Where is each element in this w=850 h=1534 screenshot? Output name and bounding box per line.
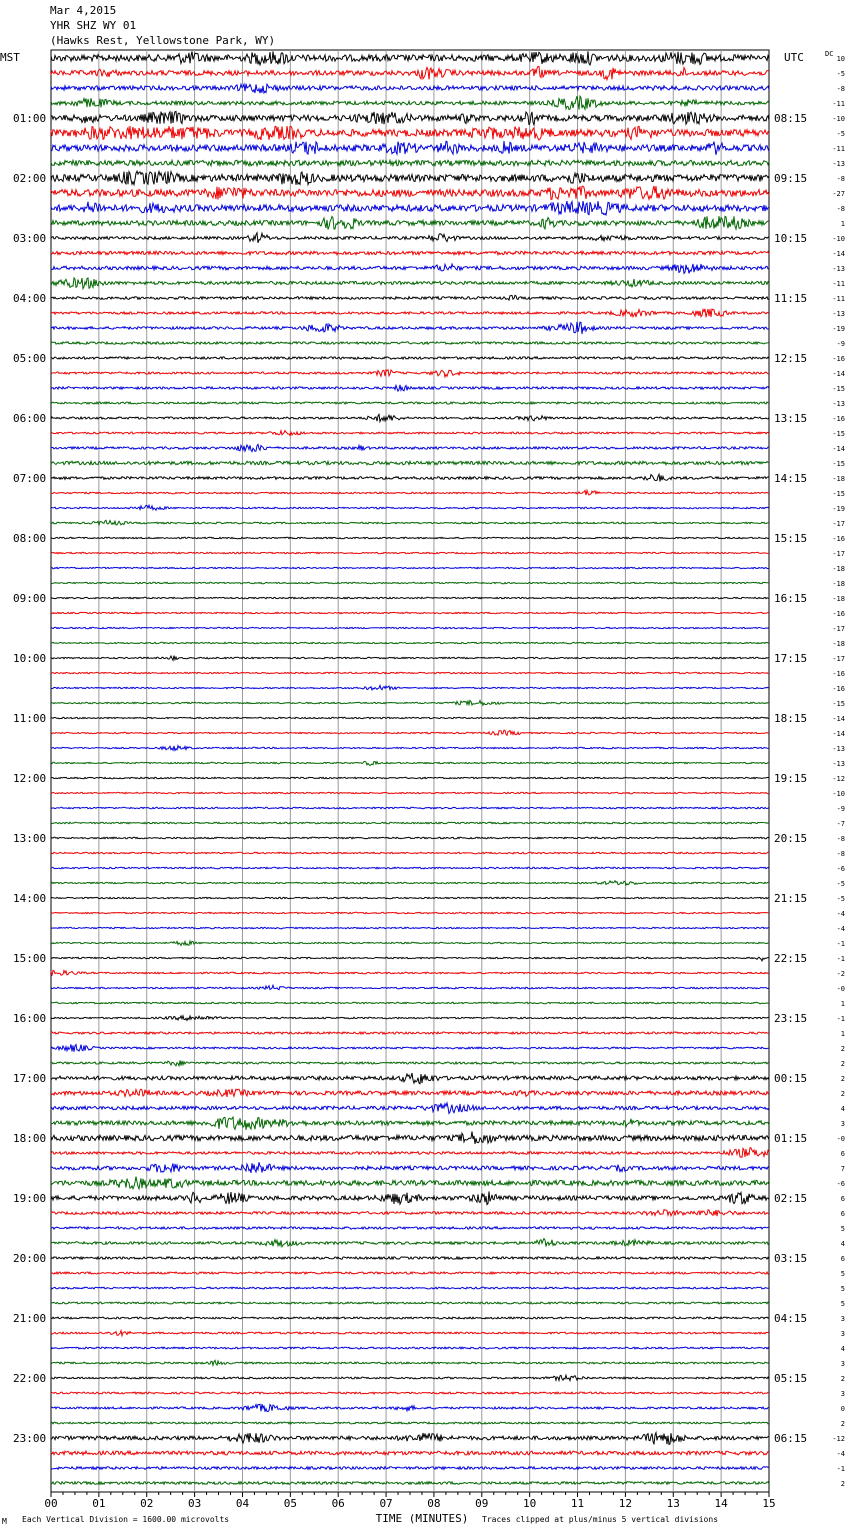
seismic-trace — [51, 897, 769, 898]
seismic-trace — [51, 1272, 769, 1274]
seismic-trace — [51, 970, 769, 975]
seismic-trace — [51, 84, 769, 93]
dc-offset-label: 2 — [840, 1060, 845, 1068]
seismic-trace — [51, 1375, 769, 1380]
dc-offset-label: 0 — [840, 1405, 845, 1413]
dc-offset-label: -16 — [832, 670, 845, 678]
seismic-trace — [51, 1433, 769, 1445]
x-tick-label: 13 — [666, 1497, 680, 1510]
dc-offset-label: -9 — [836, 805, 845, 813]
dc-offset-label: 6 — [840, 1210, 845, 1218]
seismic-trace — [51, 160, 769, 165]
seismic-trace — [51, 1016, 769, 1021]
utc-hour-label: 22:15 — [774, 952, 808, 965]
station-code: YHR SHZ WY 01 — [50, 19, 137, 32]
seismic-trace — [51, 251, 769, 255]
dc-offset-label: 7 — [840, 1165, 845, 1173]
dc-offset-label: -8 — [836, 835, 845, 843]
seismic-trace — [51, 837, 769, 839]
dc-offset-label: -8 — [836, 85, 845, 93]
seismic-trace — [51, 1422, 769, 1424]
utc-hour-label: 01:15 — [774, 1132, 808, 1145]
seismic-trace — [51, 1032, 769, 1034]
seismic-trace — [51, 912, 769, 913]
dc-offset-label: 2 — [840, 1045, 845, 1053]
mst-hour-label: 18:00 — [13, 1132, 47, 1145]
dc-offset-label: -14 — [832, 370, 845, 378]
mst-hour-label: 20:00 — [13, 1252, 47, 1265]
x-tick-label: 10 — [523, 1497, 537, 1510]
x-tick-label: 08 — [427, 1497, 441, 1510]
dc-offset-label: -1 — [836, 940, 845, 948]
mst-hour-label: 22:00 — [13, 1372, 47, 1385]
dc-offset-label: 2 — [840, 1480, 845, 1488]
seismic-trace — [51, 1347, 769, 1349]
seismic-trace — [51, 985, 769, 989]
seismic-trace — [51, 1239, 769, 1247]
dc-offset-label: -11 — [832, 280, 845, 288]
mst-hour-label: 12:00 — [13, 772, 47, 785]
dc-offset-label: 5 — [840, 1300, 845, 1308]
seismic-trace — [51, 1451, 769, 1455]
seismic-trace — [51, 1002, 769, 1004]
dc-offset-label: -5 — [836, 880, 845, 888]
dc-offset-label: -5 — [836, 130, 845, 138]
dc-offset-label: -16 — [832, 685, 845, 693]
dc-offset-label: -4 — [836, 925, 845, 933]
dc-offset-label: -2 — [836, 970, 845, 978]
seismic-trace — [51, 444, 769, 451]
dc-offset-label: -4 — [836, 910, 845, 918]
seismic-trace — [51, 96, 769, 110]
dc-offset-label: 3 — [840, 1315, 845, 1323]
seismic-trace — [51, 342, 769, 344]
seismic-trace — [51, 612, 769, 613]
dc-offset-label: -10 — [832, 790, 845, 798]
seismic-trace — [51, 322, 769, 334]
mst-hour-label: 16:00 — [13, 1012, 47, 1025]
utc-hour-label: 23:15 — [774, 1012, 808, 1025]
dc-offset-label: 1 — [840, 1000, 845, 1008]
dc-offset-label: -18 — [832, 580, 845, 588]
seismic-trace — [51, 941, 769, 945]
seismic-trace — [51, 1177, 769, 1189]
seismic-trace — [51, 66, 769, 79]
seismic-trace — [51, 1131, 769, 1144]
seismic-trace — [51, 792, 769, 793]
seismic-trace — [51, 186, 769, 200]
dc-offset-label: 6 — [840, 1195, 845, 1203]
dc-offset-label: -13 — [832, 310, 845, 318]
seismic-trace — [51, 656, 769, 661]
dc-offset-label: -16 — [832, 415, 845, 423]
dc-offset-label: -18 — [832, 565, 845, 573]
seismic-trace — [51, 717, 769, 718]
utc-hour-label: 15:15 — [774, 532, 808, 545]
seismic-traces — [51, 51, 769, 1484]
dc-label: DC — [825, 50, 834, 58]
seismic-trace — [51, 402, 769, 404]
dc-offset-label: -17 — [832, 520, 845, 528]
dc-offset-label: 3 — [840, 1120, 845, 1128]
x-tick-label: 03 — [187, 1497, 202, 1510]
dc-offset-label: -11 — [832, 145, 845, 153]
mst-hour-label: 10:00 — [13, 652, 47, 665]
seismic-trace — [51, 1227, 769, 1229]
dc-offset-label: -7 — [836, 820, 845, 828]
seismic-trace — [51, 881, 769, 885]
x-tick-label: 14 — [714, 1497, 728, 1510]
utc-hour-label: 04:15 — [774, 1312, 808, 1325]
seismic-trace — [51, 1331, 769, 1336]
seismic-trace — [51, 111, 769, 125]
seismic-trace — [51, 537, 769, 538]
x-tick-label: 06 — [331, 1497, 345, 1510]
dc-offset-label: 10 — [836, 55, 845, 63]
mst-hour-label: 13:00 — [13, 832, 47, 845]
clip-note: Traces clipped at plus/minus 5 vertical divisions — [482, 1515, 719, 1524]
dc-offset-label: -14 — [832, 445, 845, 453]
dc-offset-label: -10 — [832, 235, 845, 243]
seismic-trace — [51, 627, 769, 628]
utc-axis-title: UTC — [784, 51, 804, 64]
dc-offset-label: -11 — [832, 100, 845, 108]
utc-hour-label: 21:15 — [774, 892, 808, 905]
dc-offset-label: -0 — [836, 985, 845, 993]
utc-hour-label: 05:15 — [774, 1372, 808, 1385]
seismic-trace — [51, 746, 769, 751]
seismic-trace — [51, 370, 769, 377]
dc-offset-label: -13 — [832, 160, 845, 168]
dc-offset-label: -15 — [832, 385, 845, 393]
dc-offset-label: -11 — [832, 295, 845, 303]
seismic-trace — [51, 1117, 769, 1130]
dc-offset-label: -16 — [832, 355, 845, 363]
dc-offset-label: -4 — [836, 1450, 845, 1458]
mst-hour-label: 17:00 — [13, 1072, 47, 1085]
seismic-trace — [51, 730, 769, 735]
dc-offset-label: -15 — [832, 700, 845, 708]
seismic-trace — [51, 1060, 769, 1066]
dc-offset-label: -17 — [832, 550, 845, 558]
seismic-trace — [51, 233, 769, 243]
mst-hour-label: 07:00 — [13, 472, 47, 485]
mst-hour-label: 19:00 — [13, 1192, 47, 1205]
seismic-trace — [51, 582, 769, 583]
dc-offset-label: -13 — [832, 265, 845, 273]
mst-hour-label: 05:00 — [13, 352, 47, 365]
seismic-trace — [51, 552, 769, 553]
dc-offset-label: -18 — [832, 595, 845, 603]
dc-offset-label: -12 — [832, 1435, 845, 1443]
seismic-trace — [51, 822, 769, 824]
station-location: (Hawks Rest, Yellowstone Park, WY) — [50, 34, 276, 47]
dc-offset-label: 5 — [840, 1270, 845, 1278]
seismic-trace — [51, 474, 769, 481]
seismic-trace — [51, 852, 769, 854]
dc-offset-label: -18 — [832, 640, 845, 648]
seismic-trace — [51, 761, 769, 765]
utc-hour-label: 00:15 — [774, 1072, 808, 1085]
seismic-trace — [51, 867, 769, 869]
seismic-trace — [51, 1467, 769, 1470]
x-tick-label: 07 — [379, 1497, 393, 1510]
dc-offset-label: 4 — [840, 1240, 845, 1248]
seismic-trace — [51, 278, 769, 289]
seismic-trace — [51, 520, 769, 525]
dc-offset-label: -6 — [836, 865, 845, 873]
plot-frame — [51, 50, 769, 1492]
dc-offset-label: -1 — [836, 1015, 845, 1023]
utc-hour-label: 17:15 — [774, 652, 808, 665]
seismic-trace — [51, 1148, 769, 1158]
seismic-trace — [51, 1162, 769, 1173]
mst-hour-label: 04:00 — [13, 292, 47, 305]
dc-offset-label: 4 — [840, 1105, 845, 1113]
chart-date: Mar 4,2015 — [50, 4, 117, 17]
dc-offset-label: -0 — [836, 1135, 845, 1143]
dc-offset-label: -15 — [832, 430, 845, 438]
dc-offset-label: -12 — [832, 775, 845, 783]
dc-offset-label: 2 — [840, 1375, 845, 1383]
seismic-trace — [51, 642, 769, 643]
x-tick-label: 09 — [475, 1497, 489, 1510]
utc-hour-label: 08:15 — [774, 112, 808, 125]
utc-hour-label: 19:15 — [774, 772, 808, 785]
dc-offset-label: -13 — [832, 760, 845, 768]
seismic-trace — [51, 1360, 769, 1365]
dc-offset-label: 1 — [840, 220, 845, 228]
dc-offset-label: 3 — [840, 1330, 845, 1338]
seismic-trace — [51, 1392, 769, 1394]
scale-note: Each Vertical Division = 1600.00 microvolts — [22, 1515, 230, 1524]
utc-hour-label: 12:15 — [774, 352, 808, 365]
seismic-trace — [51, 295, 769, 300]
left-mark: M — [2, 1517, 7, 1526]
dc-offset-label: 4 — [840, 1345, 845, 1353]
seismic-trace — [51, 431, 769, 436]
dc-offset-label: -8 — [836, 175, 845, 183]
seismic-trace — [51, 1302, 769, 1304]
seismic-trace — [51, 1089, 769, 1097]
utc-hour-label: 10:15 — [774, 232, 808, 245]
dc-offset-label: -8 — [836, 850, 845, 858]
dc-offset-label: -5 — [836, 895, 845, 903]
seismic-trace — [51, 807, 769, 809]
seismic-trace — [51, 701, 769, 706]
dc-offset-label: -14 — [832, 715, 845, 723]
utc-hour-label: 20:15 — [774, 832, 808, 845]
seismic-trace — [51, 414, 769, 421]
mst-hour-label: 23:00 — [13, 1432, 47, 1445]
dc-offset-label: 6 — [840, 1150, 845, 1158]
dc-offset-label: 3 — [840, 1390, 845, 1398]
seismic-trace — [51, 1317, 769, 1319]
utc-hour-label: 06:15 — [774, 1432, 808, 1445]
seismic-trace — [51, 1191, 769, 1204]
x-tick-label: 00 — [44, 1497, 58, 1510]
utc-hour-label: 02:15 — [774, 1192, 808, 1205]
seismic-trace — [51, 201, 769, 215]
seismic-trace — [51, 1257, 769, 1259]
utc-hour-label: 11:15 — [774, 292, 808, 305]
mst-hour-label: 09:00 — [13, 592, 47, 605]
dc-offset-label: 2 — [840, 1420, 845, 1428]
seismic-trace — [51, 1210, 769, 1217]
x-tick-label: 04 — [235, 1497, 250, 1510]
seismic-trace — [51, 957, 769, 961]
dc-offset-label: 5 — [840, 1225, 845, 1233]
dc-offset-label: -15 — [832, 460, 845, 468]
seismic-trace — [51, 461, 769, 465]
dc-offset-label: -1 — [836, 955, 845, 963]
dc-offset-label: -17 — [832, 655, 845, 663]
dc-offset-label: -16 — [832, 610, 845, 618]
dc-offset-label: -27 — [832, 190, 845, 198]
dc-offset-label: -6 — [836, 1180, 845, 1188]
dc-offset-label: -19 — [832, 325, 845, 333]
dc-offset-label: -14 — [832, 250, 845, 258]
dc-offset-label: 6 — [840, 1255, 845, 1263]
seismic-trace — [51, 1482, 769, 1485]
x-tick-label: 02 — [140, 1497, 154, 1510]
dc-offset-label: -10 — [832, 115, 845, 123]
seismic-trace — [51, 927, 769, 928]
seismic-trace — [51, 216, 769, 229]
dc-offset-label: -16 — [832, 535, 845, 543]
seismic-trace — [51, 1073, 769, 1084]
x-tick-label: 12 — [618, 1497, 633, 1510]
seismic-trace — [51, 505, 769, 510]
mst-hour-label: 08:00 — [13, 532, 47, 545]
dc-offset-label: 2 — [840, 1075, 845, 1083]
dc-offset-label: -19 — [832, 505, 845, 513]
seismic-trace — [51, 171, 769, 185]
seismic-trace — [51, 777, 769, 778]
mst-hour-label: 15:00 — [13, 952, 47, 965]
x-tick-label: 11 — [570, 1497, 585, 1510]
utc-hour-label: 09:15 — [774, 172, 808, 185]
dc-offset-label: -1 — [836, 1465, 845, 1473]
utc-hour-label: 13:15 — [774, 412, 808, 425]
seismic-trace — [51, 672, 769, 673]
mst-hour-label: 11:00 — [13, 712, 47, 725]
x-tick-label: 15 — [762, 1497, 776, 1510]
seismic-trace — [51, 385, 769, 391]
utc-hour-label: 03:15 — [774, 1252, 808, 1265]
dc-offset-label: 3 — [840, 1360, 845, 1368]
utc-hour-label: 14:15 — [774, 472, 808, 485]
seismic-trace — [51, 141, 769, 155]
dc-offset-label: -9 — [836, 340, 845, 348]
seismic-trace — [51, 597, 769, 598]
dc-offset-label: -13 — [832, 745, 845, 753]
dc-offset-label: -13 — [832, 400, 845, 408]
mst-axis-title: MST — [0, 51, 20, 64]
seismic-trace — [51, 1287, 769, 1289]
seismic-trace — [51, 1103, 769, 1114]
seismic-trace — [51, 1044, 769, 1051]
seismic-trace — [51, 309, 769, 318]
mst-hour-label: 01:00 — [13, 112, 47, 125]
mst-hour-label: 14:00 — [13, 892, 47, 905]
dc-offset-label: -18 — [832, 475, 845, 483]
seismic-trace — [51, 1404, 769, 1412]
seismic-trace — [51, 264, 769, 274]
dc-offset-label: 2 — [840, 1090, 845, 1098]
x-tick-label: 01 — [92, 1497, 106, 1510]
seismic-trace — [51, 567, 769, 568]
mst-hour-label: 06:00 — [13, 412, 47, 425]
seismic-trace — [51, 685, 769, 690]
mst-hour-label: 21:00 — [13, 1312, 47, 1325]
dc-offset-label: -17 — [832, 625, 845, 633]
x-axis-title: TIME (MINUTES) — [375, 1512, 469, 1525]
dc-offset-label: -8 — [836, 205, 845, 213]
dc-offset-label: 5 — [840, 1285, 845, 1293]
seismic-trace — [51, 51, 769, 65]
x-tick-label: 05 — [283, 1497, 297, 1510]
utc-hour-label: 18:15 — [774, 712, 808, 725]
seismic-trace — [51, 490, 769, 495]
dc-offset-label: -15 — [832, 490, 845, 498]
mst-hour-label: 03:00 — [13, 232, 47, 245]
dc-offset-label: -5 — [836, 70, 845, 78]
dc-offset-label: 1 — [840, 1030, 845, 1038]
seismic-trace — [51, 126, 769, 140]
mst-hour-label: 02:00 — [13, 172, 47, 185]
utc-hour-label: 16:15 — [774, 592, 808, 605]
seismic-trace — [51, 357, 769, 359]
dc-offset-label: -14 — [832, 730, 845, 738]
